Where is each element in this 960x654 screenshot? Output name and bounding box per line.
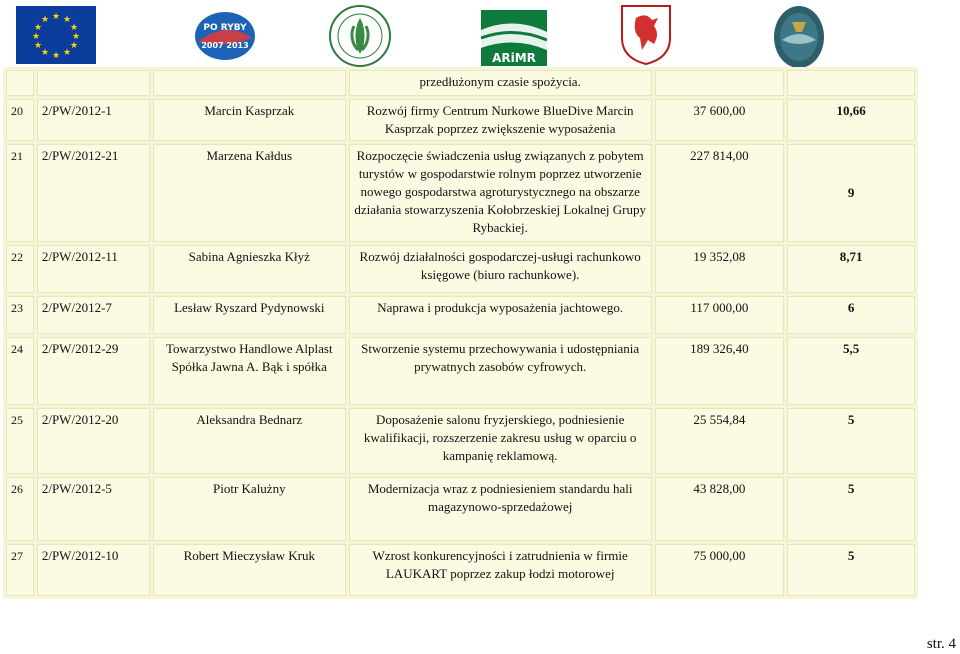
table-row [6,245,915,293]
score: 8,71 [787,245,915,293]
svg-text:★: ★ [33,41,43,51]
application-ref: 2/PW/2012-5 [37,477,150,541]
grant-amount [655,70,785,96]
applicant-name: Piotr Kalużny [153,477,346,541]
table-row [6,408,915,474]
grant-amount: 43 828,00 [655,477,785,541]
applicant-name: Marzena Kałdus [153,144,346,242]
svg-text:★: ★ [40,15,50,25]
project-title: Rozwój firmy Centrum Nurkowe BlueDive Marcin Kasprzak poprzez zwiększenie wyposażenia [349,99,652,141]
grant-amount: 37 600,00 [655,99,785,141]
application-ref: 2/PW/2012-7 [37,296,150,334]
row-number: 25 [6,408,34,474]
row-number: 21 [6,144,34,242]
fisheries-emblem-icon [772,4,826,70]
application-ref: 2/PW/2012-20 [37,408,150,474]
armr-text: ARiMR [492,51,536,65]
table-row [6,99,915,141]
eu-flag-icon [16,6,96,64]
svg-text:★: ★ [62,48,72,58]
applicant-name: Sabina Agnieszka Kłyż [153,245,346,293]
svg-text:★: ★ [69,23,79,33]
applicant-name: Towarzystwo Handlowe Alplast Spółka Jawna A. Bąk i spółka [153,337,346,405]
row-number [6,70,34,96]
grant-amount: 227 814,00 [655,144,785,242]
page-number: str. 4 [926,636,956,652]
grant-amount: 25 554,84 [655,408,785,474]
score: 5 [787,408,915,474]
score: 5 [787,544,915,596]
project-title: Doposażenie salonu fryzjerskiego, podniesienie kwalifikacji, rozszerzenie zakresu usług w oparciu o kampanię reklamową. [349,408,652,474]
table-row [6,296,915,334]
application-ref: 2/PW/2012-29 [37,337,150,405]
score: 5 [787,477,915,541]
svg-text:★: ★ [71,32,81,42]
row-number: 23 [6,296,34,334]
applicant-name: Marcin Kasprzak [153,99,346,141]
svg-text:★: ★ [62,15,72,25]
project-title: Wzrost konkurencyjności i zatrudnienia w firmie LAUKART poprzez zakup łodzi motorowej [349,544,652,596]
score: 6 [787,296,915,334]
project-title: Modernizacja wraz z podniesieniem standardu hali magazynowo-sprzedażowej [349,477,652,541]
row-number: 26 [6,477,34,541]
grant-amount: 75 000,00 [655,544,785,596]
score: 5,5 [787,337,915,405]
row-number: 20 [6,99,34,141]
project-title: przedłużonym czasie spożycia. [349,70,652,96]
armr-logo [481,10,547,66]
table-row [6,337,915,405]
grant-amount: 189 326,40 [655,337,785,405]
svg-text:★: ★ [33,23,43,33]
score: 9 [787,144,915,242]
application-ref: 2/PW/2012-10 [37,544,150,596]
score: 10,66 [787,99,915,141]
project-title: Stworzenie systemu przechowywania i udostępniania prywatnych zasobów cyfrowych. [349,337,652,405]
griffin-crest-icon [620,4,672,66]
svg-text:★: ★ [69,41,79,51]
grant-amount: 19 352,08 [655,245,785,293]
row-number: 27 [6,544,34,596]
grant-ranking-table [3,67,918,599]
table-row [6,70,915,96]
table-row [6,144,915,242]
project-title: Rozwój działalności gospodarczej-usługi rachunkowo księgowe (biuro rachunkowe). [349,245,652,293]
ryby-years-text: 2007 2013 [201,41,249,50]
project-title: Rozpoczęcie świadczenia usług związanych z pobytem turystów w gospodarstwie rolnym poprzez utworzenie nowego gospodarstwa agroturystycznego na obszarze działania stowarzyszenia Kołobrzeskiej Lokalnej Grupy Rybackiej. [349,144,652,242]
applicant-name: Lesław Ryszard Pydynowski [153,296,346,334]
application-ref: 2/PW/2012-21 [37,144,150,242]
logo-strip [0,0,960,70]
row-number: 24 [6,337,34,405]
ministry-seal-icon [328,4,392,68]
table-row [6,477,915,541]
score [787,70,915,96]
svg-text:★: ★ [51,51,61,61]
project-title: Naprawa i produkcja wyposażenia jachtowego. [349,296,652,334]
applicant-name: Robert Mieczysław Kruk [153,544,346,596]
svg-text:★: ★ [40,48,50,58]
svg-text:★: ★ [51,12,61,22]
ryby-programme-logo [190,8,260,64]
application-ref [37,70,150,96]
applicant-name: Aleksandra Bednarz [153,408,346,474]
applicant-name [153,70,346,96]
grant-amount: 117 000,00 [655,296,785,334]
table-row [6,544,915,596]
row-number: 22 [6,245,34,293]
ryby-top-text: PO RYBY [203,23,247,33]
application-ref: 2/PW/2012-1 [37,99,150,141]
svg-text:★: ★ [31,32,41,42]
application-ref: 2/PW/2012-11 [37,245,150,293]
